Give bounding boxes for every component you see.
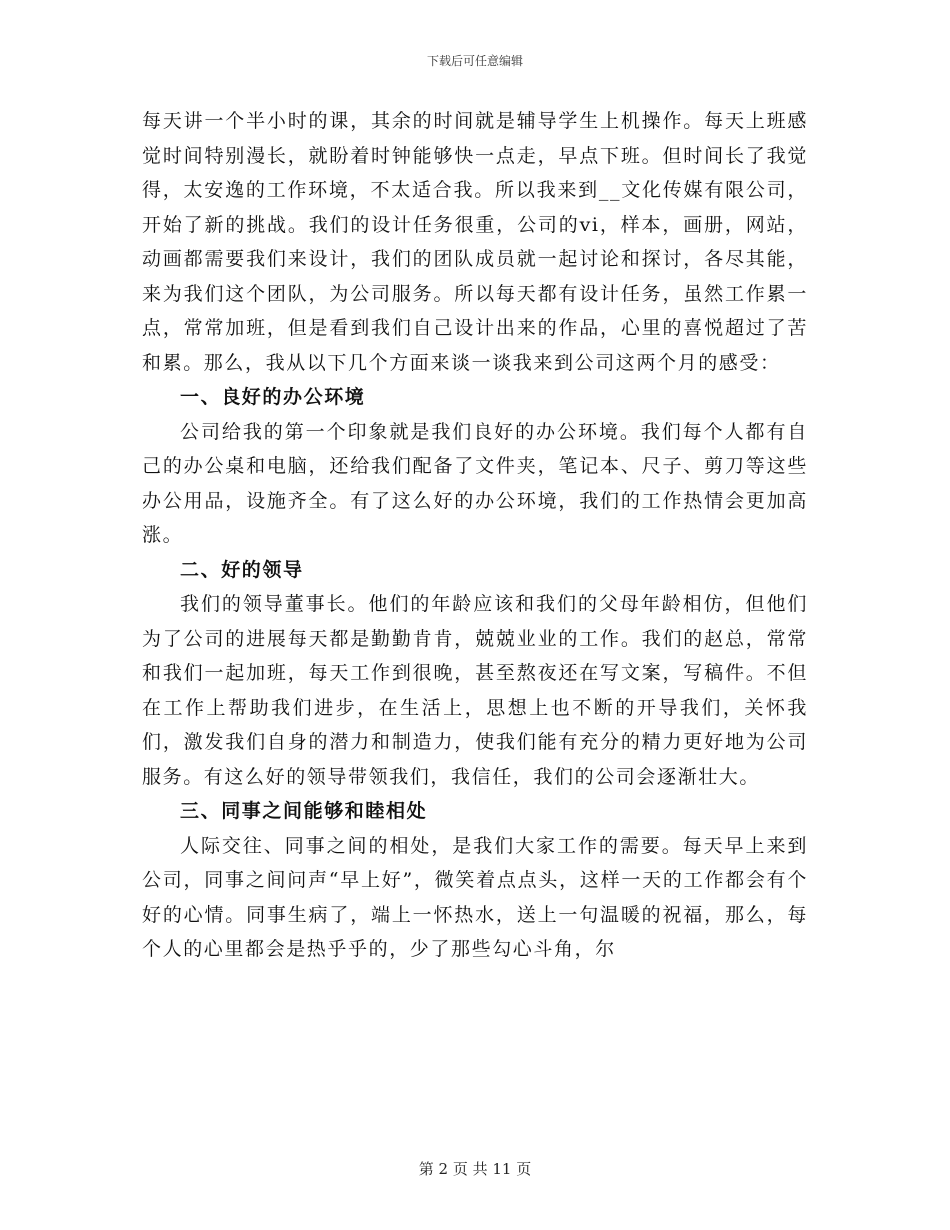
document-body [142,104,808,967]
paragraph-intro: 每天讲一个半小时的课，其余的时间就是辅导学生上机操作。每天上班感觉时间特别漫长，就盼着时钟能够快一点走，早点下班。但时间长了我觉得，太安逸的工作环境，不太适合我。所以我来到__文化传媒有限公司，开始了新的挑战。我们的设计任务很重，公司的vi，样本，画册，网站，动画都需要我们来设计，我们的团队成员就一起讨论和探讨，各尽其能，来为我们这个团队，为公司服务。所以每天都有设计任务，虽然工作累一点，常常加班，但是看到我们自己设计出来的作品，心里的喜悦超过了苦和累。那么，我从以下几个方面来谈一谈我来到公司这两个月的感受： [142,110,808,374]
page-number-footer: 第 2 页 共 11 页 [418,1160,532,1178]
section-heading-colleagues: 三、同事之间能够和睦相处 [180,800,428,822]
page-header: 下载后可任意编辑 [426,54,523,68]
section-heading-leadership: 二、好的领导 [180,558,304,581]
section-heading-office-environment: 一、良好的办公环境 [180,386,366,408]
paragraph-colleagues: 人际交往、同事之间的相处，是我们大家工作的需要。每天早上来到公司，同事之间问声“早上好”，微笑着点点头，这样一天的工作都会有个好的心情。同事生病了，端上一怀热水，送上一句温暖的祝福，那么，每个人的心里都会是热乎乎的，少了那些勾心斗角，尔 [142,834,808,960]
paragraph-office-environment: 公司给我的第一个印象就是我们良好的办公环境。我们每个人都有自己的办公桌和电脑，还给我们配备了文件夹，笔记本、尺子、剪刀等这些办公用品，设施齐全。有了这么好的办公环境，我们的工作热情会更加高涨。 [142,420,808,546]
paragraph-leadership: 我们的领导董事长。他们的年龄应该和我们的父母年龄相仿，但他们为了公司的进展每天都是勤勤肯肯，兢兢业业的工作。我们的赵总，常常和我们一起加班，每天工作到很晚，甚至熬夜还在写文案，写稿件。不但在工作上帮助我们进步，在生活上，思想上也不断的开导我们，关怀我们，激发我们自身的潜力和制造力，使我们能有充分的精力更好地为公司服务。有这么好的领导带领我们，我信任，我们的公司会逐渐壮大。 [142,593,808,788]
